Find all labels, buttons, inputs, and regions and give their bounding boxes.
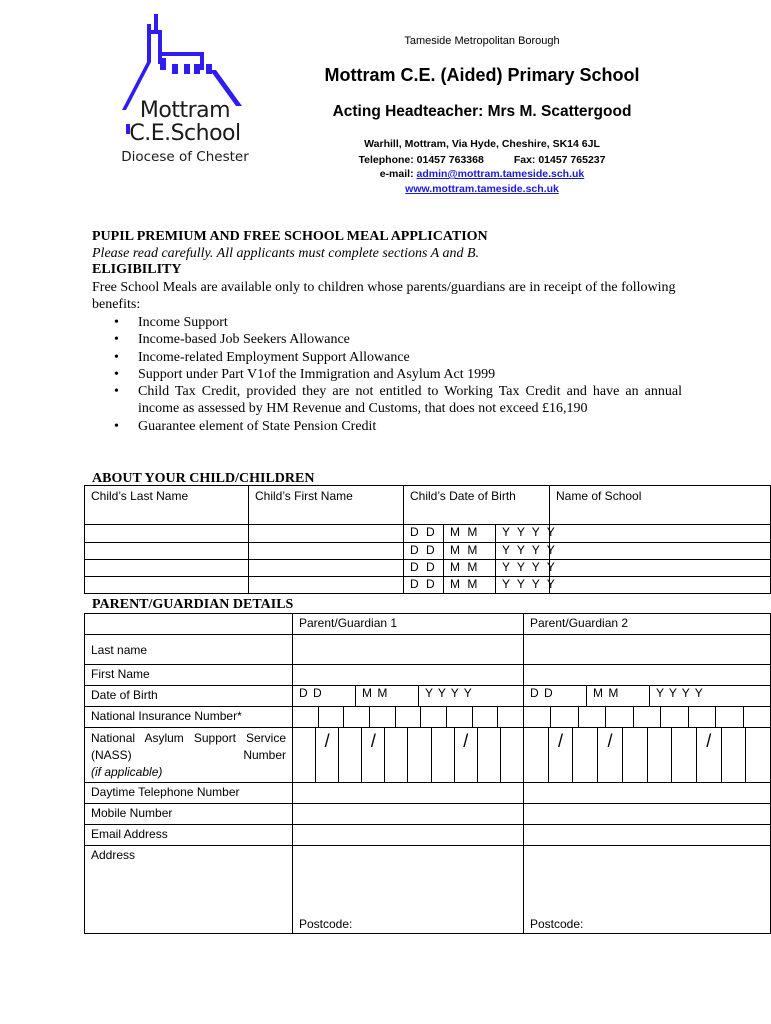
parent2-nass-field[interactable]: / / / <box>524 728 771 783</box>
label-ni: National Insurance Number* <box>85 707 293 728</box>
child-dob-year[interactable]: Y Y Y Y <box>496 525 550 543</box>
child-dob-month[interactable]: M M <box>444 560 496 577</box>
parent-row-address <box>85 846 771 934</box>
child-dob-day[interactable]: D D <box>404 560 444 577</box>
child-row <box>85 577 771 594</box>
parent-row-ni <box>85 707 771 728</box>
parent2-last-name-field[interactable] <box>524 635 771 665</box>
website-line <box>282 183 682 195</box>
benefits-list <box>110 314 682 435</box>
child-first-name-field[interactable] <box>249 543 404 560</box>
benefit-item: • Income-based Job Seekers Allowance <box>110 331 682 348</box>
child-last-name-field[interactable] <box>85 525 249 543</box>
label-nass-main: National Asylum Support Service (NASS) Number <box>91 731 286 762</box>
telephone: Telephone: 01457 763368 <box>358 154 484 166</box>
dob-year[interactable]: Y Y Y Y <box>656 686 704 700</box>
borough-name: Tameside Metropolitan Borough <box>404 35 560 47</box>
parent2-dob-field[interactable] <box>524 686 771 707</box>
benefit-item: • Income-related Employment Support Allowance <box>110 349 682 366</box>
col-last-name: Child’s Last Name <box>85 486 249 525</box>
school-name: Mottram C.E. (Aided) Primary School <box>324 65 640 85</box>
children-heading: ABOUT YOUR CHILD/CHILDREN <box>92 471 315 486</box>
headteacher: Acting Headteacher: Mrs M. Scattergood <box>332 103 632 120</box>
parent2-mobile-field[interactable] <box>524 804 771 825</box>
child-first-name-field[interactable] <box>249 577 404 594</box>
parent-row-last-name <box>85 635 771 665</box>
parent1-address-field[interactable] <box>293 846 524 934</box>
fax: Fax: 01457 765237 <box>513 154 606 166</box>
child-last-name-field[interactable] <box>85 560 249 577</box>
label-dob: Date of Birth <box>85 686 293 707</box>
school-address: Warhill, Mottram, Via Hyde, Cheshire, SK14 6JL <box>364 138 600 150</box>
col-date-of-birth: Child’s Date of Birth <box>404 486 550 525</box>
parent1-email-field[interactable] <box>293 825 524 846</box>
child-dob-year[interactable]: Y Y Y Y <box>496 577 550 594</box>
benefit-item: • Child Tax Credit, provided they are not entitled to Working Tax Credit and have an annual income as assessed by HM Revenue and Customs, that does not exceed £16,190 <box>110 383 682 418</box>
child-last-name-field[interactable] <box>85 577 249 594</box>
dob-month[interactable]: M M <box>356 686 419 706</box>
logo-text-line-1: Mottram <box>139 98 231 123</box>
child-dob-month[interactable]: M M <box>444 543 496 560</box>
child-school-field[interactable] <box>550 577 771 594</box>
child-school-field[interactable] <box>550 525 771 543</box>
child-dob-day[interactable]: D D <box>404 577 444 594</box>
child-last-name-field[interactable] <box>85 543 249 560</box>
child-school-field[interactable] <box>550 560 771 577</box>
parent-row-mobile <box>85 804 771 825</box>
parent1-first-name-field[interactable] <box>293 665 524 686</box>
child-dob-day[interactable]: D D <box>404 525 444 543</box>
label-last-name: Last name <box>85 635 293 665</box>
parent1-last-name-field[interactable] <box>293 635 524 665</box>
parent-row-email <box>85 825 771 846</box>
email-line <box>282 168 682 180</box>
label-mobile: Mobile Number <box>85 804 293 825</box>
parent2-address-field[interactable] <box>524 846 771 934</box>
child-dob-day[interactable]: D D <box>404 543 444 560</box>
col-school-name: Name of School <box>550 486 771 525</box>
child-school-field[interactable] <box>550 543 771 560</box>
parent-row-nass <box>85 728 771 783</box>
parent-row-dob <box>85 686 771 707</box>
parent1-nass-field[interactable]: / / / <box>293 728 524 783</box>
col-first-name: Child’s First Name <box>249 486 404 525</box>
child-dob-month[interactable]: M M <box>444 577 496 594</box>
form-instructions: Please read carefully. All applicants must complete sections A and B. <box>92 246 480 261</box>
label-address: Address <box>85 846 293 934</box>
child-row <box>85 560 771 577</box>
child-first-name-field[interactable] <box>249 525 404 543</box>
parent1-ni-field[interactable] <box>293 707 524 728</box>
parent2-first-name-field[interactable] <box>524 665 771 686</box>
col-parent-2: Parent/Guardian 2 <box>524 614 771 635</box>
parent-heading: PARENT/GUARDIAN DETAILS <box>92 597 294 612</box>
benefit-item: • Guarantee element of State Pension Credit <box>110 418 682 435</box>
parent2-ni-field[interactable] <box>524 707 771 728</box>
logo-text-line-3: Diocese of Chester <box>121 149 249 165</box>
parent2-email-field[interactable] <box>524 825 771 846</box>
email-label: e-mail: <box>379 168 417 180</box>
child-first-name-field[interactable] <box>249 560 404 577</box>
benefit-item: • Support under Part V1of the Immigration and Asylum Act 1999 <box>110 366 682 383</box>
parent1-day-phone-field[interactable] <box>293 783 524 804</box>
logo-text-line-2: C.E.School <box>129 121 241 146</box>
form-title: PUPIL PREMIUM AND FREE SCHOOL MEAL APPLICATION <box>92 229 488 244</box>
parent1-postcode-label: Postcode: <box>299 917 353 931</box>
school-logo <box>100 14 270 164</box>
email-link[interactable]: admin@mottram.tameside.sch.uk <box>416 168 585 180</box>
parent-row-first-name <box>85 665 771 686</box>
parent-header-row <box>85 614 771 635</box>
label-nass-note: (if applicable) <box>91 765 163 779</box>
child-dob-year[interactable]: Y Y Y Y <box>496 543 550 560</box>
child-row <box>85 525 771 543</box>
dob-day[interactable]: D D <box>293 686 356 706</box>
label-day-phone: Daytime Telephone Number <box>85 783 293 804</box>
dob-day[interactable]: D D <box>524 686 587 706</box>
children-table <box>84 485 771 594</box>
child-dob-year[interactable]: Y Y Y Y <box>496 560 550 577</box>
parent1-mobile-field[interactable] <box>293 804 524 825</box>
col-parent-1: Parent/Guardian 1 <box>293 614 524 635</box>
label-email: Email Address <box>85 825 293 846</box>
parent2-day-phone-field[interactable] <box>524 783 771 804</box>
child-row <box>85 543 771 560</box>
child-dob-month[interactable]: M M <box>444 525 496 543</box>
contact-numbers <box>282 154 682 166</box>
parent2-postcode-label: Postcode: <box>530 917 584 931</box>
label-nass <box>85 728 293 783</box>
eligibility-heading: ELIGIBILITY <box>92 262 182 277</box>
parent1-dob-field[interactable] <box>293 686 524 707</box>
parent-row-day-phone <box>85 783 771 804</box>
website-link[interactable]: www.mottram.tameside.sch.uk <box>405 183 559 195</box>
eligibility-text: Free School Meals are available only to children whose parents/guardians are in receipt of the following benefits: <box>92 280 676 312</box>
benefit-item: • Income Support <box>110 314 682 331</box>
dob-year[interactable]: Y Y Y Y <box>425 686 473 700</box>
children-header-row <box>85 486 771 525</box>
label-first-name: First Name <box>85 665 293 686</box>
parent-table <box>84 613 771 934</box>
dob-month[interactable]: M M <box>587 686 650 706</box>
